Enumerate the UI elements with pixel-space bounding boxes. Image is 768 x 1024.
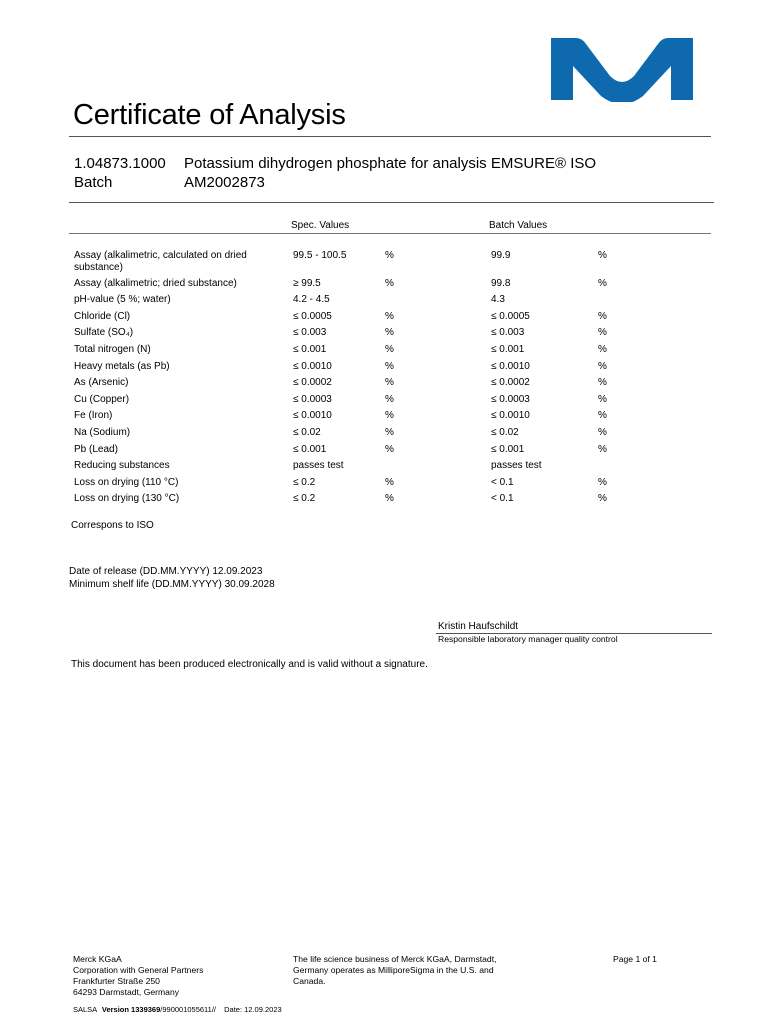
batch-value: 99.8	[491, 278, 511, 289]
table-row	[0, 250, 768, 273]
batch-unit: %	[598, 361, 607, 372]
spec-value: ≤ 0.001	[293, 344, 327, 355]
table-row	[0, 427, 768, 442]
spec-unit: %	[385, 311, 394, 322]
company-address	[73, 954, 203, 998]
business-line: Germany operates as MilliporeSigma in the U.S. and	[293, 965, 494, 975]
spec-value: ≤ 0.003	[293, 327, 327, 338]
spec-unit: %	[385, 427, 394, 438]
table-row	[0, 361, 768, 376]
parameter-name: Na (Sodium)	[74, 427, 131, 438]
spec-unit: %	[385, 377, 394, 388]
batch-value: 99.9	[491, 250, 511, 261]
parameter-name: Loss on drying (110 °C)	[74, 477, 179, 488]
parameter-name: Cu (Copper)	[74, 394, 130, 405]
spec-value: ≤ 0.0010	[293, 410, 332, 421]
batch-unit: %	[598, 344, 607, 355]
signatory-name: Kristin Haufschildt	[438, 621, 519, 632]
parameter-name: Assay (alkalimetric, calculated on dried substance)	[74, 250, 247, 273]
spec-value: ≤ 0.2	[293, 493, 316, 504]
batch-unit: %	[598, 278, 607, 289]
spec-value: ≤ 0.02	[293, 427, 321, 438]
company-line: 64293 Darmstadt, Germany	[73, 987, 180, 997]
batch-value: < 0.1	[491, 493, 514, 504]
table-row	[0, 294, 768, 309]
parameter-name: Pb (Lead)	[74, 444, 118, 455]
spec-value: passes test	[293, 460, 344, 471]
spec-values-header: Spec. Values	[291, 220, 350, 231]
batch-label: Batch	[74, 174, 113, 191]
batch-value: ≤ 0.001	[491, 444, 525, 455]
parameter-name: Heavy metals (as Pb)	[74, 361, 170, 372]
table-row	[0, 410, 768, 425]
table-row	[0, 444, 768, 459]
signatory-role: Responsible laboratory manager quality control	[438, 634, 618, 644]
batch-value: ≤ 0.003	[491, 327, 525, 338]
spec-unit: %	[385, 444, 394, 455]
spec-value: ≤ 0.0005	[293, 311, 332, 322]
parameter-name: As (Arsenic)	[74, 377, 129, 388]
spec-unit: %	[385, 250, 394, 261]
merck-logo	[548, 36, 696, 102]
spec-unit: %	[385, 361, 394, 372]
spec-value: ≤ 0.0003	[293, 394, 332, 405]
batch-value: ≤ 0.0003	[491, 394, 530, 405]
spec-unit: %	[385, 278, 394, 289]
column-divider	[69, 233, 711, 234]
batch-unit: %	[598, 444, 607, 455]
salsa-label: SALSA	[73, 1005, 97, 1014]
batch-value: ≤ 0.02	[491, 427, 519, 438]
table-row	[0, 477, 768, 492]
table-row	[0, 377, 768, 392]
spec-value: ≤ 0.0010	[293, 361, 332, 372]
table-row	[0, 278, 768, 293]
spec-unit: %	[385, 493, 394, 504]
product-number: 1.04873.1000	[74, 155, 166, 172]
title-divider	[69, 136, 711, 137]
business-statement	[293, 954, 496, 987]
parameter-name: pH-value (5 %; water)	[74, 294, 171, 305]
business-line: The life science business of Merck KGaA, Darmstadt,	[293, 954, 497, 964]
company-line: Merck KGaA	[73, 954, 122, 964]
table-row	[0, 327, 768, 342]
table-row	[0, 394, 768, 409]
parameter-name: Reducing substances	[74, 460, 170, 471]
page-title: Certificate of Analysis	[73, 99, 346, 131]
batch-value: ≤ 0.001	[491, 344, 525, 355]
batch-value: passes test	[491, 460, 542, 471]
header-divider	[69, 202, 714, 203]
spec-unit: %	[385, 477, 394, 488]
spec-value: 4.2 - 4.5	[293, 294, 330, 305]
batch-value: ≤ 0.0010	[491, 361, 530, 372]
parameter-name: Assay (alkalimetric; dried substance)	[74, 278, 237, 289]
version-suffix: /990001055611//	[160, 1005, 217, 1014]
page-number: Page 1 of 1	[613, 954, 657, 964]
batch-unit: %	[598, 477, 607, 488]
batch-unit: %	[598, 327, 607, 338]
spec-value: 99.5 - 100.5	[293, 250, 347, 261]
batch-number: AM2002873	[184, 174, 265, 191]
batch-value: ≤ 0.0010	[491, 410, 530, 421]
batch-unit: %	[598, 377, 607, 388]
table-row	[0, 344, 768, 359]
batch-unit: %	[598, 427, 607, 438]
compliance-statement: Correspons to ISO	[71, 520, 154, 531]
spec-unit: %	[385, 344, 394, 355]
parameter-name: Chloride (Cl)	[74, 311, 131, 322]
release-date: Date of release (DD.MM.YYYY) 12.09.2023	[69, 566, 263, 577]
business-line: Canada.	[293, 976, 326, 986]
logo-m-shape	[551, 38, 693, 102]
spec-unit: %	[385, 394, 394, 405]
table-row	[0, 460, 768, 475]
batch-value: ≤ 0.0002	[491, 377, 530, 388]
electronic-note: This document has been produced electronically and is valid without a signature.	[71, 659, 428, 670]
parameter-name: Sulfate (SO₄)	[74, 327, 134, 338]
parameter-name: Loss on drying (130 °C)	[74, 493, 180, 504]
parameter-name: Fe (Iron)	[74, 410, 113, 421]
spec-unit: %	[385, 410, 394, 421]
spec-unit: %	[385, 327, 394, 338]
shelf-life: Minimum shelf life (DD.MM.YYYY) 30.09.2028	[69, 579, 275, 590]
batch-unit: %	[598, 493, 607, 504]
product-name: Potassium dihydrogen phosphate for analysis EMSURE® ISO	[184, 155, 597, 172]
company-line: Frankfurter Straße 250	[73, 976, 160, 986]
batch-unit: %	[598, 250, 607, 261]
spec-value: ≤ 0.0002	[293, 377, 332, 388]
batch-value: 4.3	[491, 294, 505, 305]
table-row	[0, 493, 768, 508]
table-row	[0, 311, 768, 326]
spec-value: ≥ 99.5	[293, 278, 321, 289]
batch-values-header: Batch Values	[489, 220, 548, 231]
batch-unit: %	[598, 394, 607, 405]
version-line	[73, 1005, 282, 1014]
version-number: Version 1339369	[101, 1005, 161, 1014]
spec-value: ≤ 0.001	[293, 444, 327, 455]
batch-unit: %	[598, 410, 607, 421]
spec-value: ≤ 0.2	[293, 477, 316, 488]
batch-value: ≤ 0.0005	[491, 311, 530, 322]
batch-value: < 0.1	[491, 477, 514, 488]
parameter-name: Total nitrogen (N)	[74, 344, 151, 355]
batch-unit: %	[598, 311, 607, 322]
company-line: Corporation with General Partners	[73, 965, 204, 975]
version-date: Date: 12.09.2023	[224, 1005, 282, 1014]
